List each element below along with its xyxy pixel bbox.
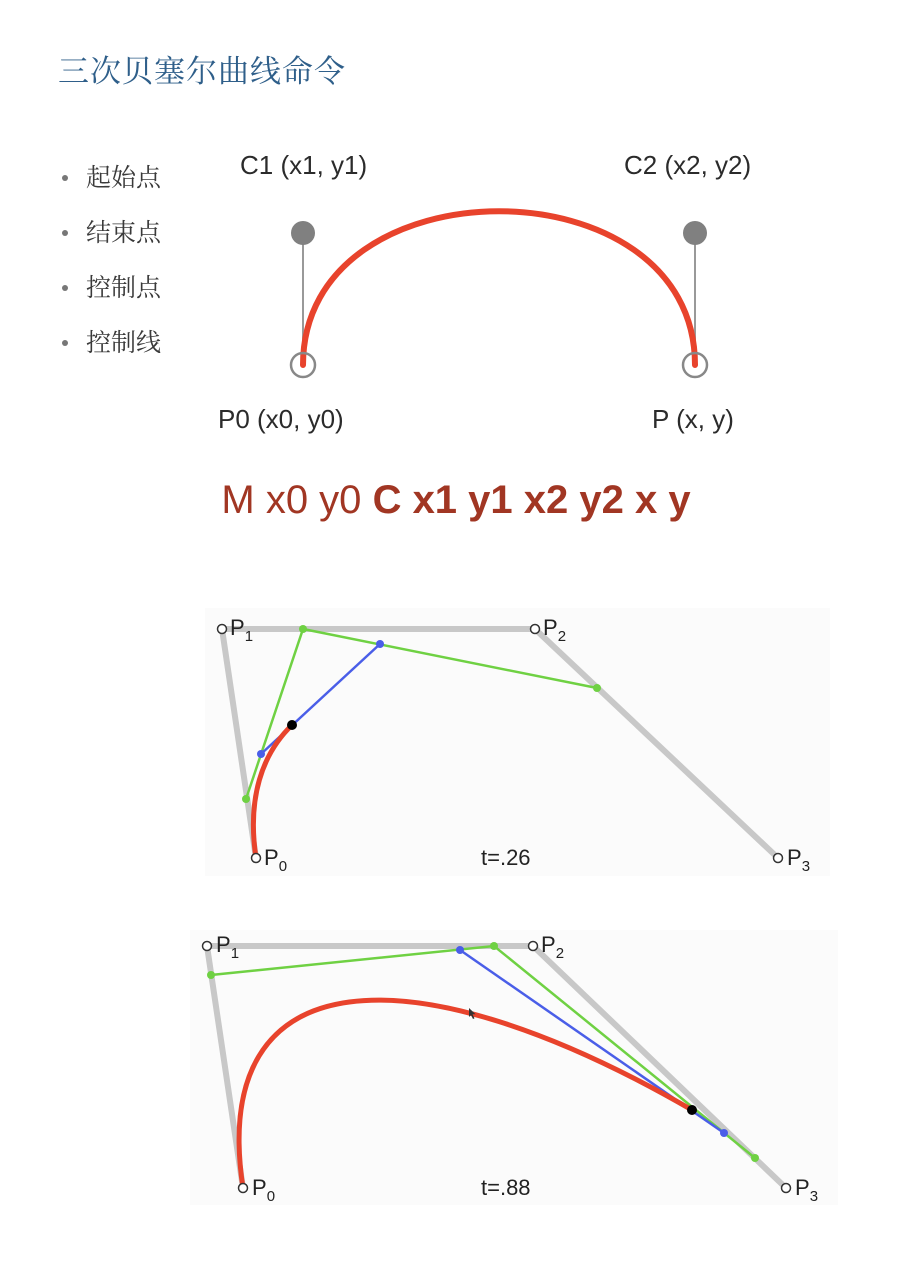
control-point-c2 <box>683 221 707 245</box>
page-title: 三次贝塞尔曲线命令 <box>58 54 346 90</box>
frame-1-current-point <box>287 720 297 730</box>
frame-1-p1-label: $P_1$ <box>230 615 254 645</box>
frame-1-t-label: t=.26 <box>481 845 531 870</box>
c2-label: C2 (x2, y2) <box>624 150 752 180</box>
formula-curve: C x1 y1 x2 y2 x y <box>372 478 691 522</box>
frame-1-p0-label: $P_0$ <box>264 845 288 875</box>
bezier-curve <box>303 211 695 365</box>
p0-label: P0 (x0, y0) <box>218 404 344 434</box>
frame-2-background <box>190 930 838 1205</box>
frame-2-current-point <box>687 1105 697 1115</box>
frame-2-p2-marker <box>529 942 538 951</box>
frame-2-p3-label: $P_3$ <box>795 1175 819 1205</box>
bezier-frame-2 <box>0 920 912 1220</box>
frame-1-p2-label: $P_2$ <box>543 615 567 645</box>
bullet-label: 结束点 <box>86 217 162 247</box>
frame-2-p1-label: $P_1$ <box>216 932 240 962</box>
frame-1-level-2-point <box>257 750 265 758</box>
bullet-label: 起始点 <box>86 162 162 192</box>
frame-2-level-1-point <box>751 1154 759 1162</box>
frame-2-level-1-point <box>207 971 215 979</box>
frame-1-level-1-point <box>593 684 601 692</box>
control-point-c1 <box>291 221 315 245</box>
cubic-bezier-diagram <box>0 0 912 460</box>
formula-move: M x0 y0 <box>221 478 362 522</box>
frame-1-background <box>205 608 830 876</box>
frame-2-t-label: t=.88 <box>481 1175 531 1200</box>
bullet-label: 控制点 <box>86 272 162 302</box>
frame-2-p3-marker <box>782 1184 791 1193</box>
bullet-label: 控制线 <box>86 327 162 357</box>
path-formula <box>0 478 912 523</box>
frame-2-p0-label: $P_0$ <box>252 1175 276 1205</box>
frame-1-p0-marker <box>252 854 261 863</box>
c1-label: C1 (x1, y1) <box>240 150 368 180</box>
bezier-frame-1 <box>0 590 912 890</box>
frame-1-level-1-point <box>299 625 307 633</box>
frame-1-p1-marker <box>218 625 227 634</box>
frame-2-p0-marker <box>239 1184 248 1193</box>
p-label: P (x, y) <box>652 404 734 434</box>
frame-2-p2-label: $P_2$ <box>541 932 565 962</box>
frame-1-level-1-point <box>242 795 250 803</box>
frame-1-p2-marker <box>531 625 540 634</box>
frame-1-level-2-point <box>376 640 384 648</box>
frame-1-p3-marker <box>774 854 783 863</box>
frame-2-level-2-point <box>720 1129 728 1137</box>
frame-1-p3-label: $P_3$ <box>787 845 811 875</box>
frame-2-level-2-point <box>456 946 464 954</box>
frame-2-p1-marker <box>203 942 212 951</box>
frame-2-level-1-point <box>490 942 498 950</box>
